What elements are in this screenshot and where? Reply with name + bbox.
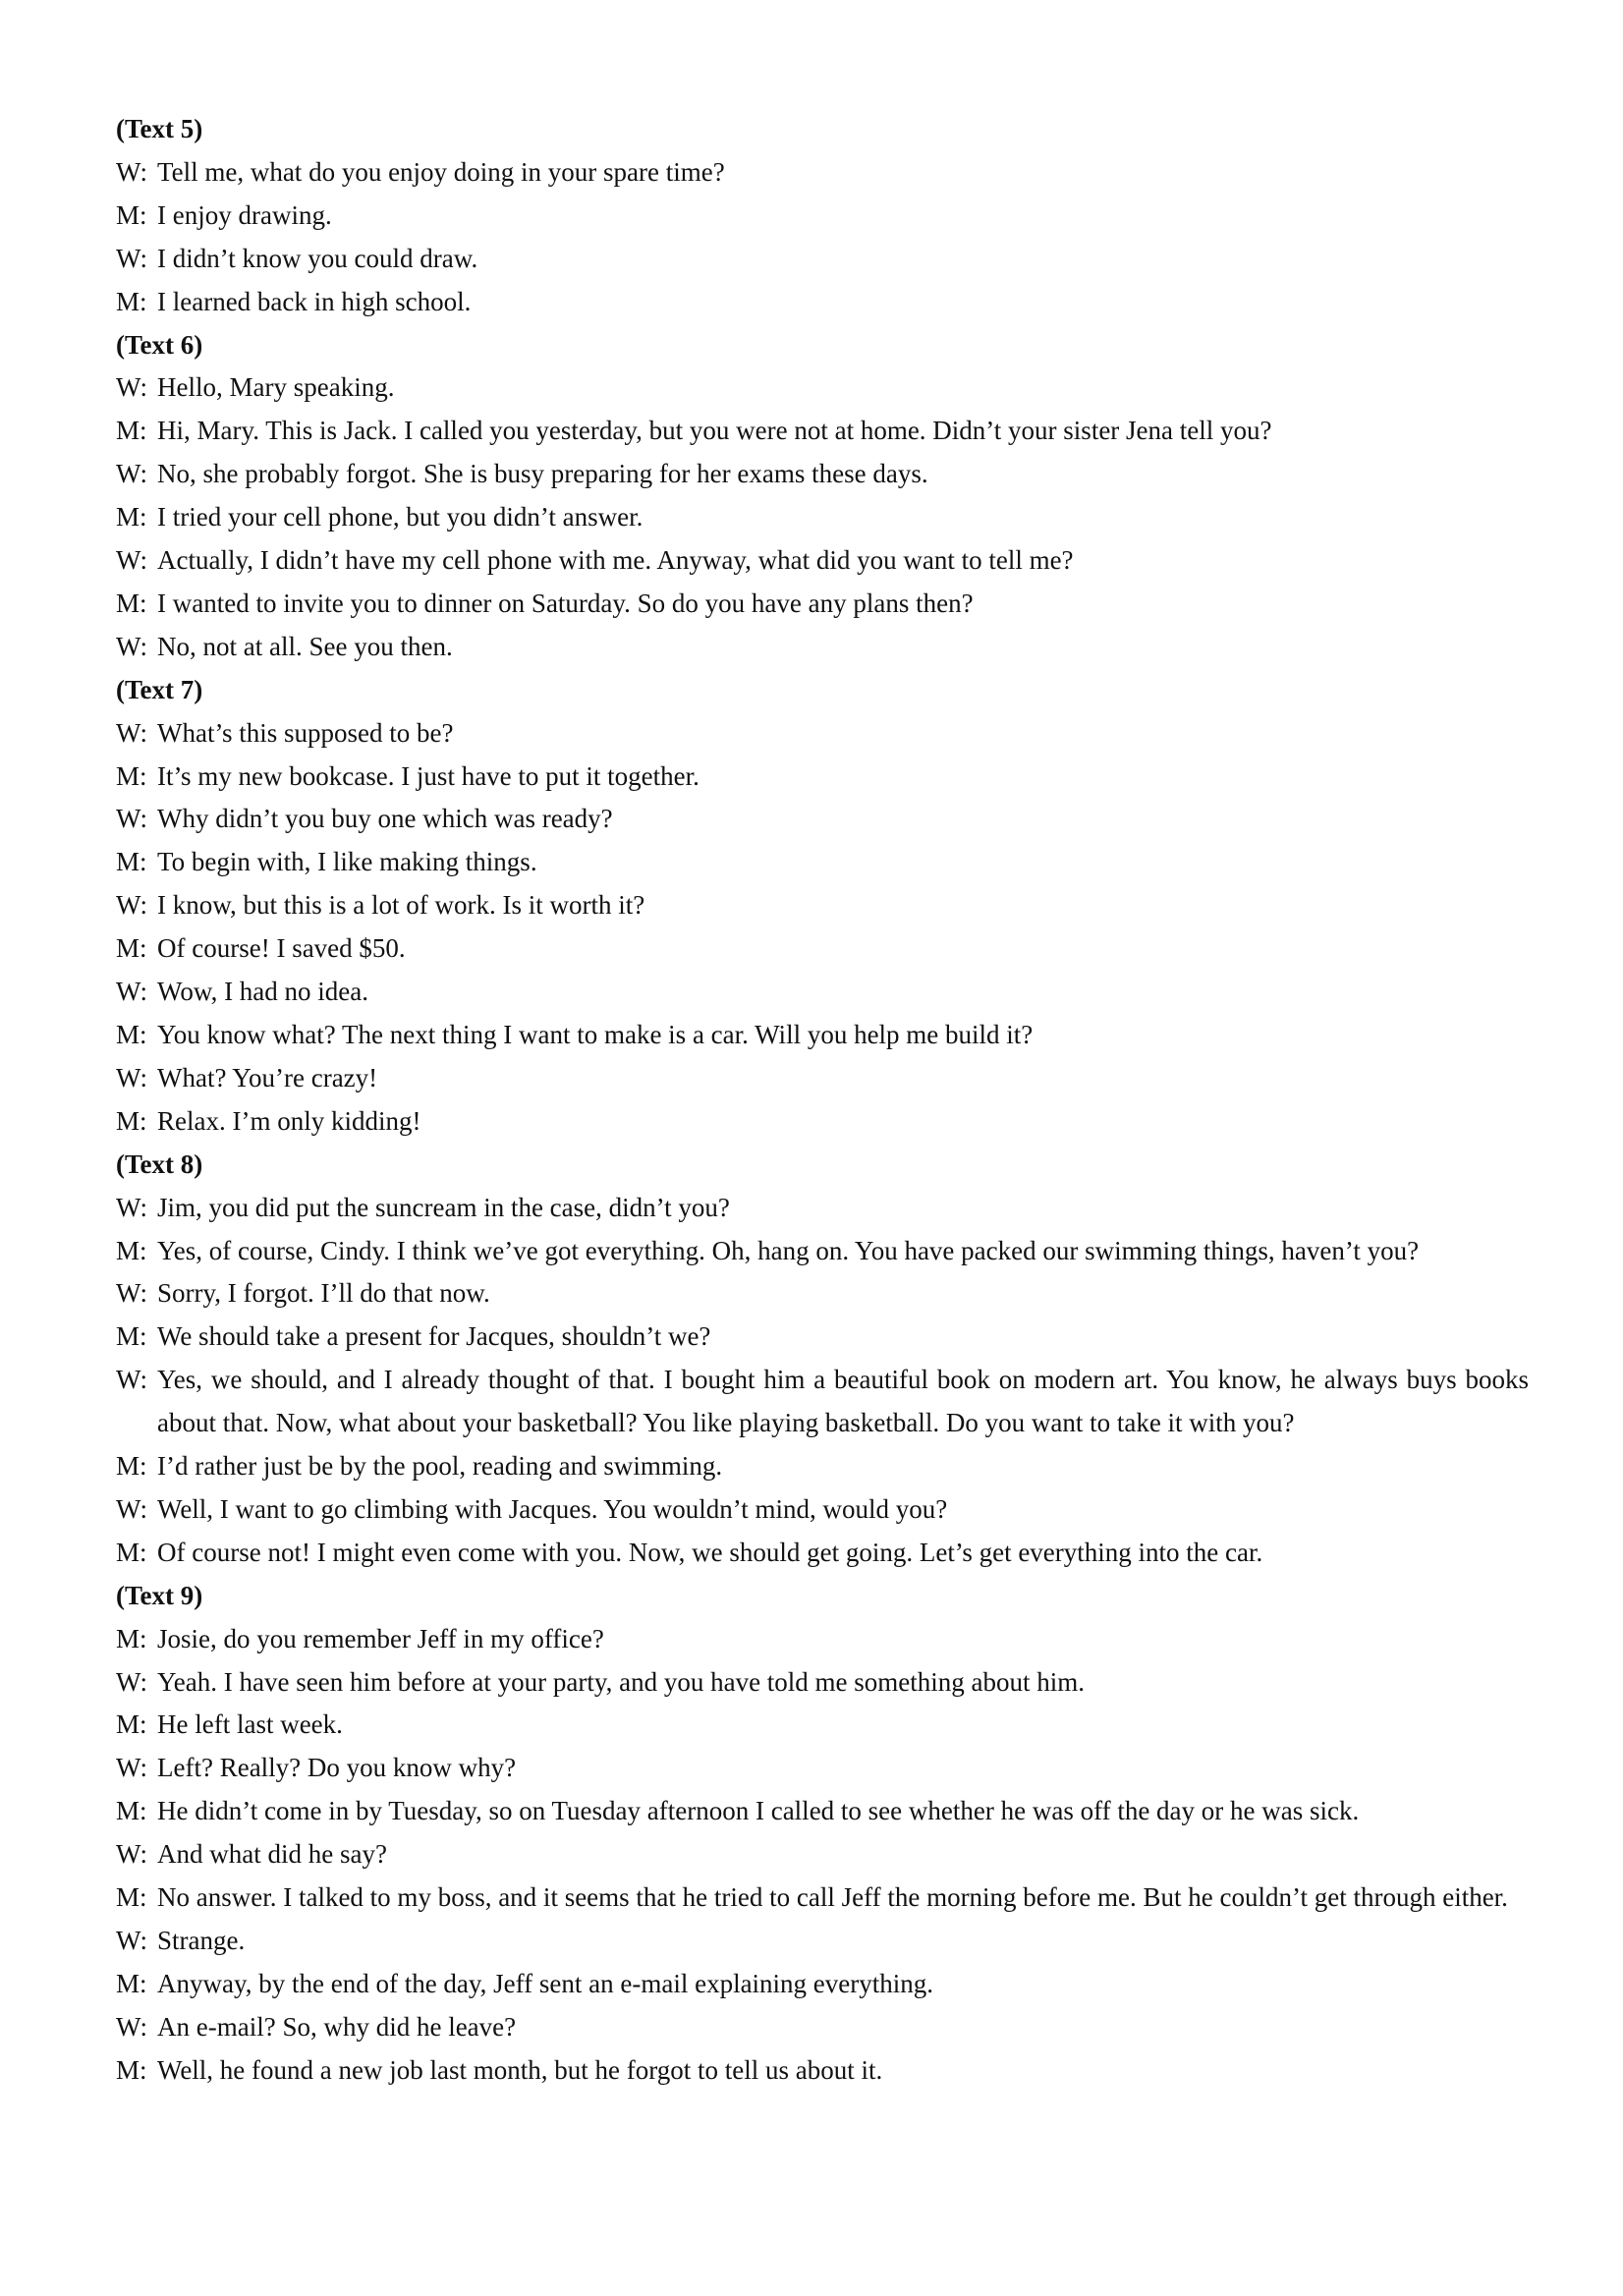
dialogue-line: [116, 626, 1529, 669]
speaker-label: W:: [116, 1493, 147, 1524]
dialogue-text: Why didn’t you buy one which was ready?: [157, 804, 613, 834]
dialogue-line: [116, 1963, 1529, 2006]
dialogue-text: Wow, I had no idea.: [157, 977, 369, 1007]
speaker-label: W:: [116, 1839, 147, 1870]
dialogue-line: [116, 1704, 1529, 1747]
dialogue-line: [116, 539, 1529, 583]
speaker-label: W:: [116, 243, 147, 273]
speaker-label: M:: [116, 1968, 147, 1998]
dialogue-text: Well, I want to go climbing with Jacques. You wouldn’t mind, would you?: [157, 1493, 948, 1524]
dialogue-text: To begin with, I like making things.: [157, 847, 537, 877]
speaker-label: M:: [116, 760, 147, 791]
speaker-label: M:: [116, 588, 147, 618]
speaker-label: W:: [116, 459, 147, 489]
dialogue-text: Of course not! I might even come with you. Now, we should get going. Let’s get everything into the car.: [157, 1537, 1263, 1567]
dialogue-text: We should take a present for Jacques, shouldn’t we?: [157, 1321, 711, 1352]
speaker-label: W:: [116, 890, 147, 921]
speaker-label: W:: [116, 1192, 147, 1222]
speaker-label: M:: [116, 1019, 147, 1049]
speaker-label: W:: [116, 156, 147, 187]
dialogue-text: Josie, do you remember Jeff in my office?: [157, 1623, 604, 1653]
speaker-label: M:: [116, 286, 147, 316]
speaker-label: M:: [116, 1451, 147, 1482]
dialogue-text: No answer. I talked to my boss, and it seems that he tried to call Jeff the morning before me. But he couldn’t get through either.: [157, 1882, 1508, 1913]
dialogue-text: He didn’t come in by Tuesday, so on Tuesday afternoon I called to see whether he was off the day or he was sick.: [157, 1796, 1360, 1826]
dialogue-line: [116, 366, 1529, 410]
dialogue-line: [116, 410, 1529, 453]
dialogue-line: [116, 1187, 1529, 1230]
dialogue-text: I tried your cell phone, but you didn’t answer.: [157, 502, 644, 532]
dialogue-line: [116, 1618, 1529, 1661]
dialogue-text: No, not at all. See you then.: [157, 631, 453, 661]
dialogue-line: [116, 2006, 1529, 2049]
dialogue-text: Hi, Mary. This is Jack. I called you yesterday, but you were not at home. Didn’t your sister Jena tell you?: [157, 416, 1272, 446]
dialogue-line: [116, 971, 1529, 1014]
dialogue-text: Yes, of course, Cindy. I think we’ve got everything. Oh, hang on. You have packed our swimming things, haven’t you?: [157, 1235, 1420, 1265]
speaker-label: M:: [116, 1796, 147, 1826]
dialogue-text: Actually, I didn’t have my cell phone with me. Anyway, what did you want to tell me?: [157, 545, 1074, 576]
dialogue-text: I didn’t know you could draw.: [157, 243, 478, 273]
section-title: (Text 7): [116, 674, 203, 704]
speaker-label: W:: [116, 1365, 147, 1395]
dialogue-line: [116, 1100, 1529, 1144]
speaker-label: M:: [116, 847, 147, 877]
speaker-label: M:: [116, 1537, 147, 1567]
section-title: (Text 6): [116, 329, 203, 360]
dialogue-line: [116, 756, 1529, 799]
dialogue-line: [116, 1532, 1529, 1575]
dialogue-text: Yeah. I have seen him before at your party, and you have told me something about him.: [157, 1666, 1086, 1697]
dialogue-text: An e-mail? So, why did he leave?: [157, 2011, 517, 2042]
dialogue-line: [116, 195, 1529, 238]
dialogue-text: Jim, you did put the suncream in the case, didn’t you?: [157, 1192, 730, 1222]
dialogue-text: Well, he found a new job last month, but he forgot to tell us about it.: [157, 2054, 883, 2085]
section-title: (Text 5): [116, 114, 203, 143]
dialogue-line: [116, 1057, 1529, 1100]
speaker-label: W:: [116, 1666, 147, 1697]
dialogue-line: [116, 1920, 1529, 1963]
dialogue-text: Anyway, by the end of the day, Jeff sent an e-mail explaining everything.: [157, 1968, 934, 1998]
dialogue-text: I enjoy drawing.: [157, 199, 332, 230]
dialogue-line: [116, 583, 1529, 626]
dialogue-line: [116, 712, 1529, 756]
speaker-label: W:: [116, 2011, 147, 2042]
speaker-label: W:: [116, 804, 147, 834]
dialogue-line: [116, 1488, 1529, 1532]
dialogue-text: No, she probably forgot. She is busy preparing for her exams these days.: [157, 459, 928, 489]
speaker-label: M:: [116, 1709, 147, 1740]
dialogue-line: [116, 238, 1529, 281]
speaker-label: W:: [116, 1925, 147, 1955]
speaker-label: M:: [116, 933, 147, 964]
dialogue-text: I know, but this is a lot of work. Is it worth it?: [157, 890, 645, 921]
transcript-body: [116, 108, 1529, 2093]
speaker-label: W:: [116, 545, 147, 576]
dialogue-line: [116, 1359, 1529, 1445]
dialogue-line: [116, 1661, 1529, 1705]
dialogue-text: Hello, Mary speaking.: [157, 372, 395, 403]
dialogue-line: [116, 927, 1529, 971]
dialogue-line: [116, 1014, 1529, 1057]
dialogue-line: [116, 1790, 1529, 1833]
speaker-label: M:: [116, 1105, 147, 1136]
section-title: (Text 8): [116, 1148, 203, 1179]
dialogue-line: [116, 496, 1529, 539]
dialogue-line: [116, 2049, 1529, 2093]
dialogue-text: I learned back in high school.: [157, 286, 472, 316]
dialogue-text: Of course! I saved $50.: [157, 933, 406, 964]
speaker-label: M:: [116, 1882, 147, 1913]
speaker-label: M:: [116, 502, 147, 532]
dialogue-text: You know what? The next thing I want to make is a car. Will you help me build it?: [157, 1019, 1034, 1049]
dialogue-text: I wanted to invite you to dinner on Saturday. So do you have any plans then?: [157, 588, 974, 618]
speaker-label: W:: [116, 717, 147, 748]
dialogue-text: It’s my new bookcase. I just have to put it together.: [157, 760, 700, 791]
dialogue-line: [116, 1445, 1529, 1488]
dialogue-text: What’s this supposed to be?: [157, 717, 454, 748]
dialogue-text: Relax. I’m only kidding!: [157, 1105, 421, 1136]
dialogue-text: Left? Really? Do you know why?: [157, 1753, 517, 1783]
dialogue-text: Tell me, what do you enjoy doing in your spare time?: [157, 156, 725, 187]
speaker-label: M:: [116, 416, 147, 446]
dialogue-text: Strange.: [157, 1925, 246, 1955]
speaker-label: W:: [116, 1753, 147, 1783]
dialogue-line: [116, 798, 1529, 841]
dialogue-text: Yes, we should, and I already thought of that. I bought him a beautiful book on modern art. You know, he always buys books about that. Now, what about your basketball? You like playing basketball. Do you want to take it with you?: [157, 1365, 1529, 1438]
speaker-label: M:: [116, 1623, 147, 1653]
dialogue-line: [116, 1230, 1529, 1273]
dialogue-line: [116, 1876, 1529, 1920]
speaker-label: W:: [116, 1062, 147, 1092]
speaker-label: M:: [116, 2054, 147, 2085]
section-title: (Text 9): [116, 1580, 203, 1610]
dialogue-text: I’d rather just be by the pool, reading and swimming.: [157, 1451, 723, 1482]
dialogue-line: [116, 841, 1529, 884]
dialogue-line: [116, 1747, 1529, 1790]
dialogue-text: And what did he say?: [157, 1839, 387, 1870]
speaker-label: W:: [116, 631, 147, 661]
speaker-label: W:: [116, 1278, 147, 1309]
speaker-label: M:: [116, 1321, 147, 1352]
dialogue-line: [116, 884, 1529, 927]
dialogue-text: Sorry, I forgot. I’ll do that now.: [157, 1278, 490, 1309]
dialogue-line: [116, 1272, 1529, 1316]
dialogue-line: [116, 453, 1529, 496]
dialogue-text: He left last week.: [157, 1709, 343, 1740]
speaker-label: W:: [116, 977, 147, 1007]
dialogue-line: [116, 1833, 1529, 1876]
dialogue-line: [116, 281, 1529, 324]
dialogue-line: [116, 1316, 1529, 1359]
speaker-label: W:: [116, 372, 147, 403]
speaker-label: M:: [116, 199, 147, 230]
dialogue-line: [116, 151, 1529, 195]
dialogue-text: What? You’re crazy!: [157, 1062, 378, 1092]
speaker-label: M:: [116, 1235, 147, 1265]
